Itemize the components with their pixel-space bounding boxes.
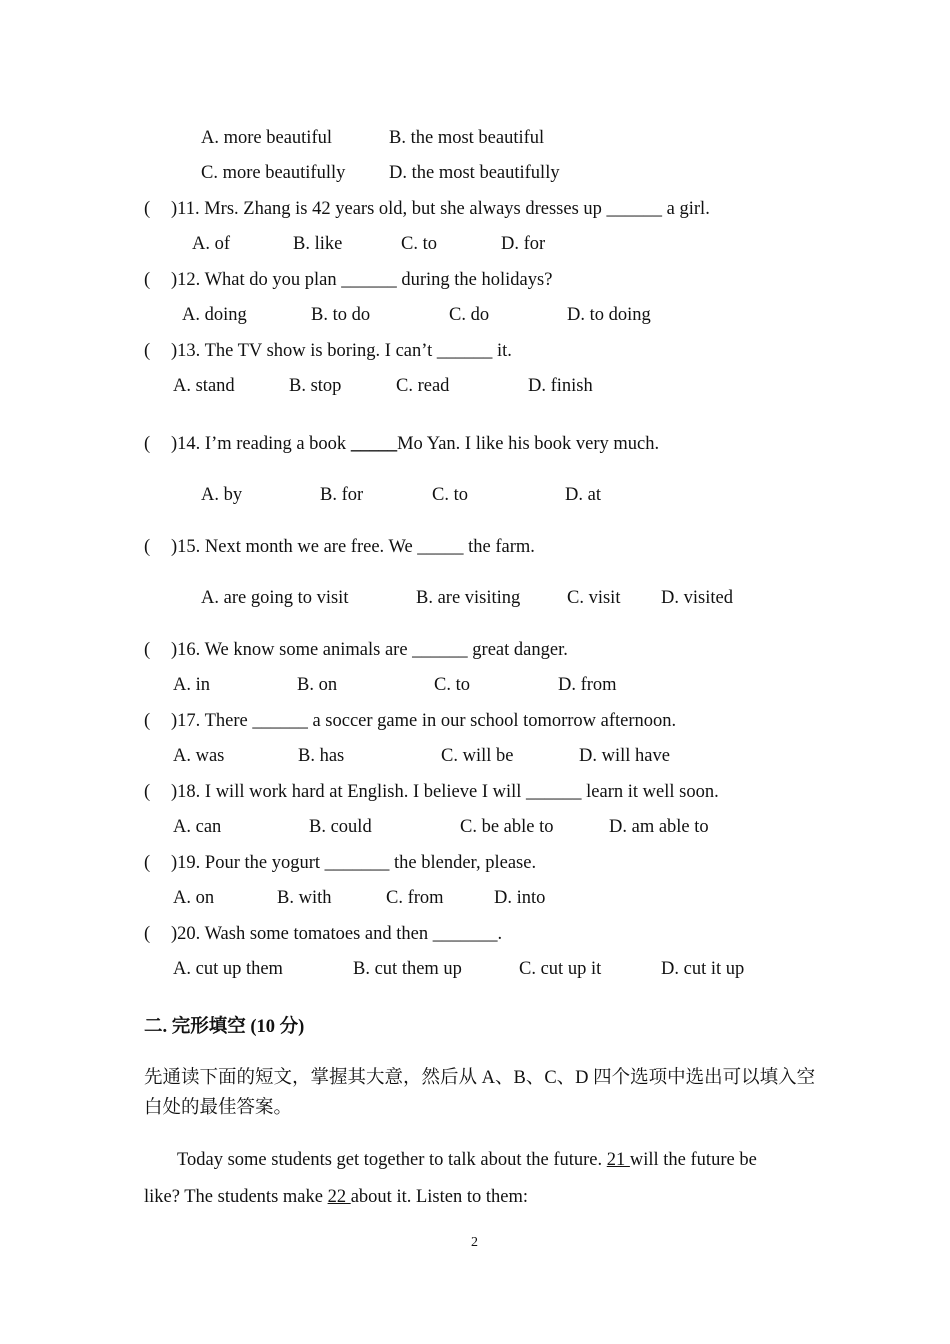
q17-option-d: D. will have xyxy=(579,746,670,766)
blank: _____ xyxy=(350,434,398,454)
q15-option-d: D. visited xyxy=(661,588,733,608)
q15-option-a: A. are going to visit xyxy=(201,588,349,608)
q19-option-c: C. from xyxy=(386,888,444,908)
q13-option-a: A. stand xyxy=(173,376,235,396)
q10-option-b: B. the most beautiful xyxy=(389,128,545,148)
q16-option-c: C. to xyxy=(434,675,470,695)
q11-option-d: D. for xyxy=(501,234,546,254)
passage-line-1 xyxy=(177,1149,757,1171)
page-number: 2 xyxy=(471,1235,478,1250)
q14-option-b: B. for xyxy=(320,485,364,505)
answer-paren: ( xyxy=(144,711,151,731)
q14-option-c: C. to xyxy=(432,485,468,505)
q14-option-d: D. at xyxy=(565,485,601,505)
q10-option-d: D. the most beautifully xyxy=(389,163,560,183)
q11-option-c: C. to xyxy=(401,234,437,254)
question-text: )20. Wash some tomatoes and then _______. xyxy=(171,924,503,944)
q13-option-b: B. stop xyxy=(289,376,342,396)
question-text: )17. There ______ a soccer game in our school tomorrow afternoon. xyxy=(171,711,677,731)
q18-option-d: D. am able to xyxy=(609,817,709,837)
q18-option-b: B. could xyxy=(309,817,372,837)
question-text: )15. Next month we are free. We _____ the farm. xyxy=(171,537,535,557)
question-text: )19. Pour the yogurt _______ the blender, please. xyxy=(171,853,537,873)
passage-text: Today some students get together to talk about the future. xyxy=(177,1150,607,1170)
q17-option-a: A. was xyxy=(173,746,225,766)
q18-option-c: C. be able to xyxy=(460,817,554,837)
q18-option-a: A. can xyxy=(173,817,222,837)
section-heading: 二. 完形填空 (10 分) xyxy=(144,1017,305,1037)
q10-option-a: A. more beautiful xyxy=(201,128,332,148)
question-19 xyxy=(144,852,536,874)
question-13 xyxy=(144,340,512,362)
question-text: )12. What do you plan ______ during the holidays? xyxy=(171,270,553,290)
question-18 xyxy=(144,781,719,803)
blank-21: 21 xyxy=(606,1150,630,1170)
answer-paren: ( xyxy=(144,434,151,454)
question-11 xyxy=(144,198,710,220)
instruction-line-1: 先通读下面的短文，掌握其大意，然后从 A、B、C、D 四个选项中选出可以填入空 xyxy=(144,1068,816,1088)
q12-option-a: A. doing xyxy=(182,305,247,325)
answer-paren: ( xyxy=(144,537,151,557)
passage-text: about it. Listen to them: xyxy=(350,1187,528,1207)
q10-option-c: C. more beautifully xyxy=(201,163,346,183)
question-16 xyxy=(144,639,568,661)
passage-line-2 xyxy=(144,1186,528,1208)
answer-paren: ( xyxy=(144,199,151,219)
q11-option-b: B. like xyxy=(293,234,343,254)
passage-text: will the future be xyxy=(629,1150,757,1170)
q20-option-d: D. cut it up xyxy=(661,959,745,979)
q14-option-a: A. by xyxy=(201,485,243,505)
answer-paren: ( xyxy=(144,640,151,660)
q12-option-d: D. to doing xyxy=(567,305,651,325)
q20-option-c: C. cut up it xyxy=(519,959,602,979)
q13-option-d: D. finish xyxy=(528,376,593,396)
q12-option-c: C. do xyxy=(449,305,490,325)
q16-option-d: D. from xyxy=(558,675,617,695)
q15-option-c: C. visit xyxy=(567,588,621,608)
question-text: )11. Mrs. Zhang is 42 years old, but she always dresses up ______ a girl. xyxy=(171,199,710,219)
passage-text: like? The students make xyxy=(144,1187,328,1207)
q12-option-b: B. to do xyxy=(311,305,371,325)
instruction-line-2: 白处的最佳答案。 xyxy=(144,1098,293,1118)
question-17 xyxy=(144,710,676,732)
question-text: )16. We know some animals are ______ great danger. xyxy=(171,640,568,660)
question-text: )18. I will work hard at English. I believe I will ______ learn it well soon. xyxy=(171,782,719,802)
blank-22: 22 xyxy=(327,1187,351,1207)
answer-paren: ( xyxy=(144,341,151,361)
q15-option-b: B. are visiting xyxy=(416,588,521,608)
answer-paren: ( xyxy=(144,924,151,944)
question-text: )14. I’m reading a book xyxy=(171,434,351,454)
q19-option-a: A. on xyxy=(173,888,215,908)
answer-paren: ( xyxy=(144,853,151,873)
q11-option-a: A. of xyxy=(192,234,231,254)
question-15 xyxy=(144,536,535,558)
q17-option-b: B. has xyxy=(298,746,345,766)
question-14 xyxy=(144,433,659,455)
q20-option-b: B. cut them up xyxy=(353,959,462,979)
question-text-after: Mo Yan. I like his book very much. xyxy=(397,434,660,454)
answer-paren: ( xyxy=(144,270,151,290)
question-text: )13. The TV show is boring. I can’t ______ it. xyxy=(171,341,512,361)
q16-option-b: B. on xyxy=(297,675,338,695)
q16-option-a: A. in xyxy=(173,675,210,695)
q13-option-c: C. read xyxy=(396,376,450,396)
q19-option-b: B. with xyxy=(277,888,332,908)
q20-option-a: A. cut up them xyxy=(173,959,283,979)
q19-option-d: D. into xyxy=(494,888,546,908)
q17-option-c: C. will be xyxy=(441,746,514,766)
question-20 xyxy=(144,923,502,945)
answer-paren: ( xyxy=(144,782,151,802)
question-12 xyxy=(144,269,552,291)
